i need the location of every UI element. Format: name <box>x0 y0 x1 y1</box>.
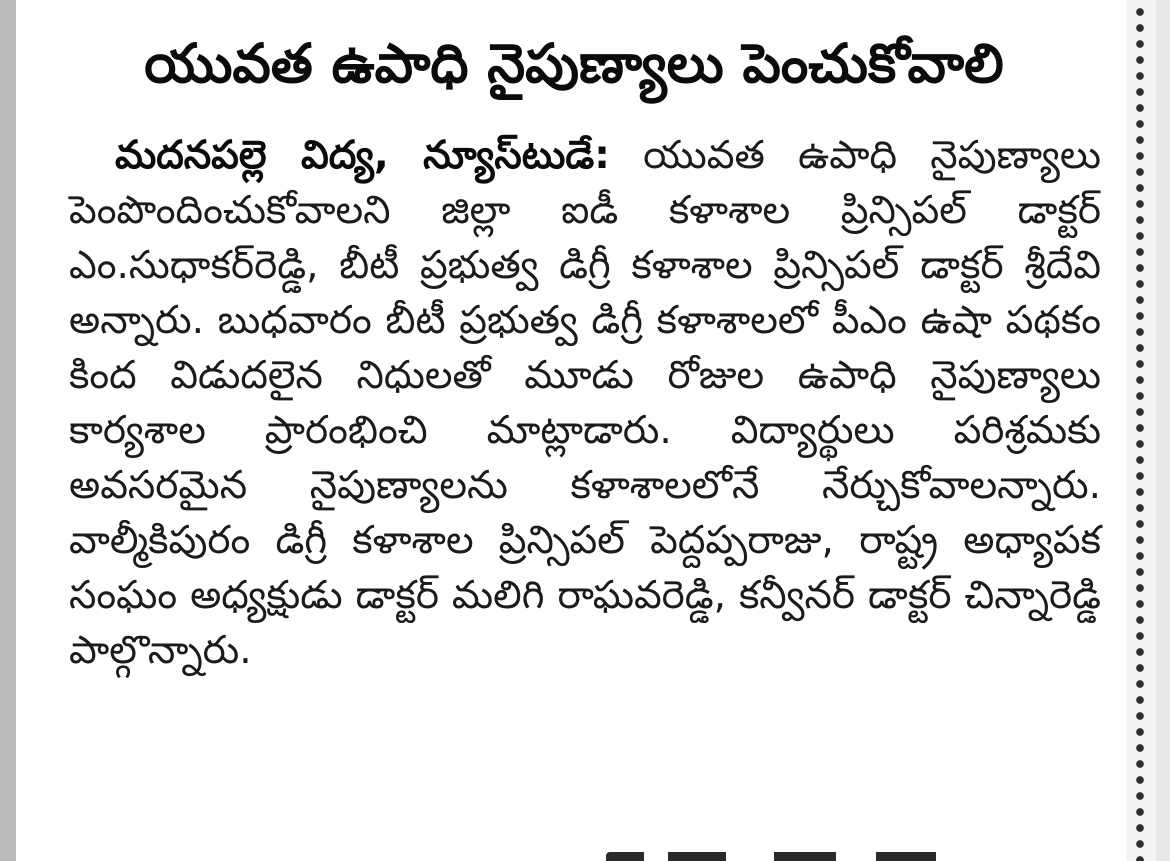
cropped-next-headline <box>606 852 966 861</box>
headline: యువత ఉపాధి నైపుణ్యాలు పెంచుకోవాలి <box>144 32 1004 95</box>
dateline: మదనపల్లె విద్య, న్యూస్‌టుడే: <box>115 133 610 178</box>
dotted-column-rule <box>1129 0 1151 861</box>
article-text: యువత ఉపాధి నైపుణ్యాలు పెంపొందించుకోవాలని జిల్లా ఐడీ కళాశాల ప్రిన్సిపల్ డాక్టర్ ఎం.సుధాకర్‌రెడ్డి, బీటీ ప్రభుత్వ డిగ్రీ కళాశాల ప్రిన్సిపల్ డాక్టర్ శ్రీదేవి అన్నారు. బుధవారం బీటీ ప్రభుత్వ డిగ్రీ కళాశాలలో పీఎం ఉషా పథకం కింద విడుదలైన నిధులతో మూడు రోజుల ఉపాధి నైపుణ్యాలు కార్యశాల ప్రారంభించి మాట్లాడారు. విద్యార్థులు పరిశ్రమకు అవసరమైన నైపుణ్యాలను కళాశాలలోనే నేర్చుకోవాలన్నారు. వాల్మీకిపురం డిగ్రీ కళాశాల ప్రిన్సిపల్ పెద్దప్పరాజు, రాష్ట్ర అధ్యాపక సంఘం అధ్యక్షుడు డాక్టర్ మలిగి రాఘవరెడ్డి, కన్వీనర్ డాక్టర్ చిన్నారెడ్డి పాల్గొన్నారు. <box>69 133 1102 673</box>
article-body <box>69 128 1101 678</box>
newspaper-clipping <box>16 0 1126 861</box>
page-margin <box>1156 0 1170 861</box>
